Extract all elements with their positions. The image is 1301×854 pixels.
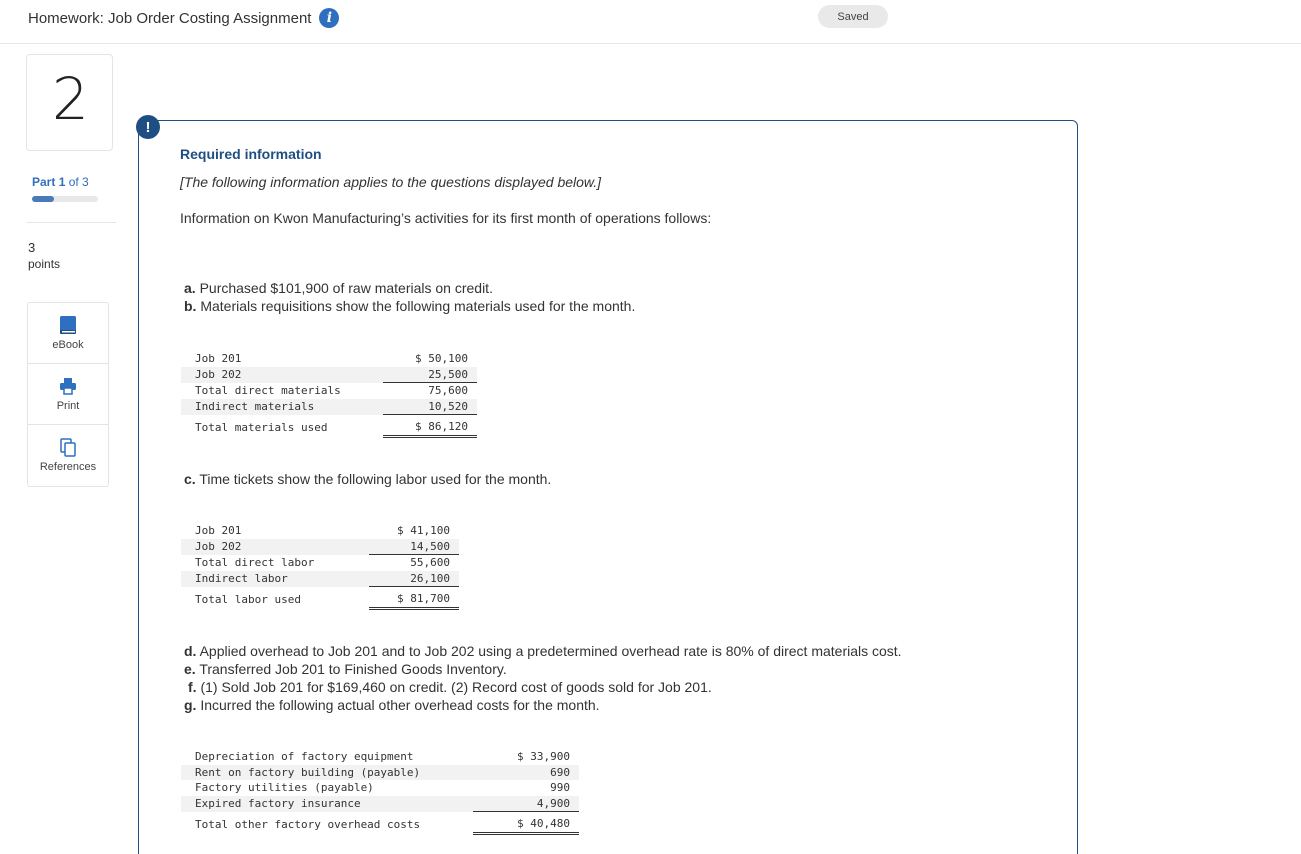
row-label: Rent on factory building (payable) [181,765,473,781]
row-amount: 55,600 [410,556,450,569]
part-indicator [32,175,89,189]
row-label: Total direct labor [195,555,315,569]
row-amount: 10,520 [383,399,477,415]
item-f-text: (1) Sold Job 201 for $169,460 on credit. (2) Record cost of goods sold for Job 201. [200,679,712,695]
table-row [181,351,477,367]
table-row [181,523,459,539]
ebook-button[interactable] [28,303,108,364]
required-info-note: [The following information applies to the questions displayed below.] [180,174,602,190]
row-label: Indirect materials [181,399,383,415]
item-e-letter: e. [184,661,196,677]
question-number-box [26,54,113,151]
part-current: 1 [58,175,66,189]
book-icon [59,315,77,335]
row-label: Job 202 [181,367,383,383]
row-amount: 25,500 [383,367,477,383]
item-f [188,679,712,695]
part-progress-fill [32,196,54,202]
row-label: Job 201 [195,352,242,365]
question-content-card [138,120,1078,854]
saved-status-badge: Saved [818,5,888,28]
row-label: Total other factory overhead costs [195,817,421,831]
row-amount: $ 40,480 [473,812,579,834]
row-amount: $ 81,700 [369,587,459,609]
table-row [181,367,477,383]
row-label: Indirect labor [181,571,369,587]
materials-table [181,351,477,438]
overhead-table [181,749,579,835]
table-row [181,555,459,571]
printer-icon [59,376,77,396]
table-row [181,812,579,834]
alert-icon: ! [136,115,160,139]
table-row [181,399,477,415]
item-c-text: Time tickets show the following labor used for the month. [199,471,552,487]
references-icon [59,437,77,457]
row-amount: 690 [473,765,579,781]
required-info-title: Required information [180,146,322,162]
item-c [184,471,551,487]
row-label: Factory utilities (payable) [195,781,374,794]
part-total: of 3 [68,175,89,189]
item-a-text: Purchased $101,900 of raw materials on credit. [199,280,493,296]
tools-panel [27,302,109,487]
item-d [184,643,902,659]
table-row [181,749,579,765]
print-label: Print [56,400,80,412]
item-b [184,298,635,314]
assignment-title: Homework: Job Order Costing Assignment [28,9,312,27]
item-g-text: Incurred the following actual other overhead costs for the month. [200,697,600,713]
row-label: Total materials used [195,420,328,434]
item-f-letter: f. [188,679,197,695]
row-amount: 14,500 [369,539,459,555]
row-amount: $ 41,100 [397,524,450,537]
sidebar-divider [26,222,116,223]
row-amount: $ 33,900 [517,750,570,763]
row-amount: 26,100 [369,571,459,587]
points-label: points [28,257,61,271]
item-b-text: Materials requisitions show the following materials used for the month. [200,298,636,314]
item-e-text: Transferred Job 201 to Finished Goods Inventory. [199,661,507,677]
table-row [181,765,579,781]
row-amount: 4,900 [473,796,579,812]
ebook-label: eBook [52,339,84,351]
points-value: 3 [28,240,36,255]
intro-text: Information on Kwon Manufacturing’s activities for its first month of operations follows: [180,210,712,226]
table-row [181,415,477,437]
item-g-letter: g. [184,697,197,713]
row-label: Job 202 [181,539,369,555]
references-label: References [39,461,97,473]
item-a-letter: a. [184,280,196,296]
item-d-text: Applied overhead to Job 201 and to Job 202 using a predetermined overhead rate is 80% of direct materials cost. [199,643,902,659]
row-amount: $ 50,100 [415,352,468,365]
row-label: Total labor used [195,592,301,606]
table-row [181,780,579,796]
part-progress-bar [32,196,98,202]
row-amount: 990 [550,781,570,794]
question-number: 2 [52,65,89,133]
table-row [181,571,459,587]
item-a [184,280,493,296]
labor-table [181,523,459,610]
row-label: Expired factory insurance [181,796,473,812]
item-g [184,697,600,713]
row-label: Depreciation of factory equipment [195,750,414,763]
info-icon[interactable]: i [319,8,339,28]
table-row [181,796,579,812]
table-row [181,383,477,399]
references-button[interactable] [28,425,108,486]
assignment-title-group [28,8,339,28]
table-row [181,539,459,555]
row-label: Job 201 [195,524,242,537]
row-label: Total direct materials [195,383,341,397]
row-amount: $ 86,120 [383,415,477,437]
item-c-letter: c. [184,471,196,487]
part-word: Part [32,175,56,189]
print-button[interactable] [28,364,108,425]
item-d-letter: d. [184,643,197,659]
item-b-letter: b. [184,298,197,314]
top-bar [0,0,1301,44]
item-e [184,661,507,677]
table-row [181,587,459,609]
row-amount: 75,600 [428,384,468,397]
